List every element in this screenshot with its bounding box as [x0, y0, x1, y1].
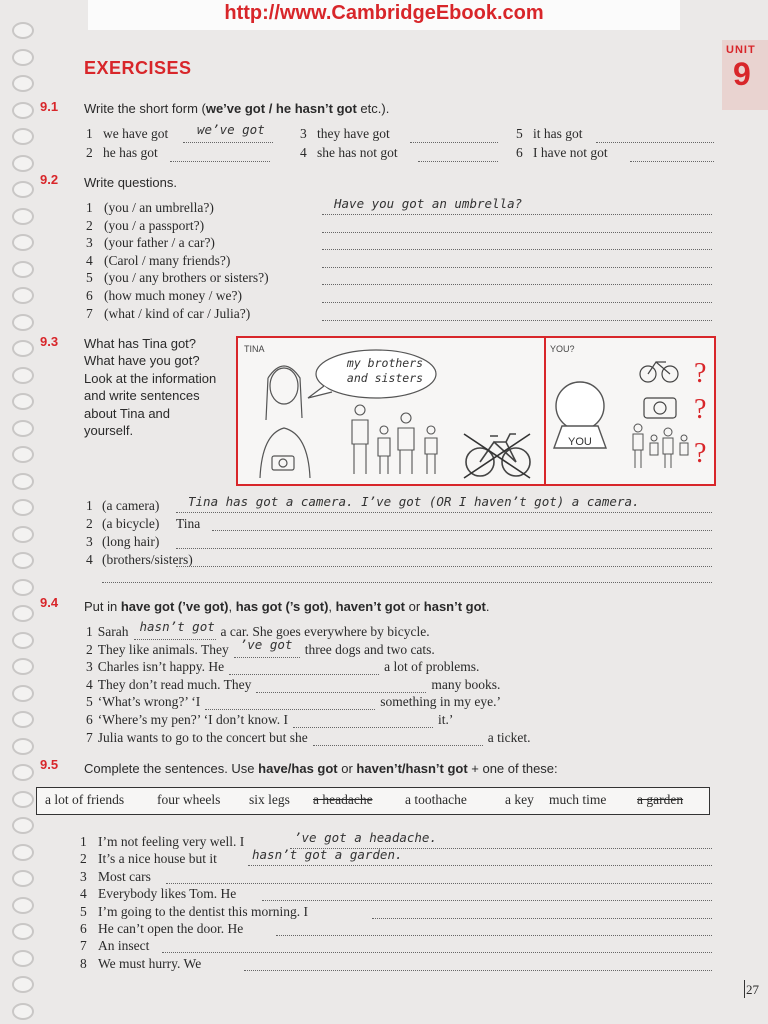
answer-line[interactable] [276, 935, 712, 936]
item-number: 2 [86, 217, 93, 233]
binding-ring [12, 499, 34, 516]
answer-line[interactable] [176, 566, 712, 567]
instruction-line: What have you got? [84, 353, 200, 369]
answer-line[interactable] [244, 970, 712, 971]
item-text: I’m not feeling very well. I [98, 834, 245, 849]
sentence-end: a lot of problems. [384, 659, 480, 675]
item-number: 4 [86, 676, 93, 692]
answer-line[interactable] [212, 530, 712, 531]
binding-ring [12, 208, 34, 225]
item-text: (brothers/sisters) [102, 552, 193, 567]
answer-line[interactable] [596, 142, 714, 143]
item-number: 6 [86, 288, 93, 303]
binding-ring [12, 155, 34, 172]
page-number: 27 [746, 982, 759, 997]
answer-line[interactable] [102, 582, 712, 583]
item-text: it has got [533, 126, 583, 141]
answer-line[interactable] [262, 900, 712, 901]
sentence-row [86, 712, 453, 728]
item-text: we have got [103, 126, 169, 141]
answer-line[interactable] [372, 918, 712, 919]
sentence-end: something in my eye.’ [380, 694, 501, 710]
item-text: It’s a nice house but it [98, 851, 217, 867]
binding-ring [12, 314, 34, 331]
answer-blank[interactable] [134, 619, 216, 640]
word-option: a toothache [405, 792, 467, 807]
binding-ring [12, 75, 34, 92]
binding-ring [12, 844, 34, 861]
binding-ring [12, 49, 34, 66]
instruction-bold: have got (’ve got) [120, 599, 229, 614]
binding-ring [12, 923, 34, 940]
item-text: Everybody likes Tom. He [98, 886, 237, 902]
item-number: 6 [80, 921, 87, 936]
binding-ring [12, 22, 34, 39]
instruction-bold: haven’t got [335, 599, 405, 614]
item-text: (your father / a car?) [104, 235, 215, 251]
word-option: a lot of friends [45, 792, 125, 807]
item-text: they have got [317, 126, 390, 141]
binding-ring [12, 685, 34, 702]
instruction-text: , [328, 599, 336, 614]
spiral-binding [6, 0, 32, 1024]
answer-line[interactable] [166, 883, 712, 884]
exercise-number: 9.4 [40, 595, 59, 610]
binding-ring [12, 181, 34, 198]
item-number: 3 [86, 534, 93, 549]
answer-blank[interactable] [293, 713, 433, 728]
prefill-text: Tina [176, 516, 201, 531]
binding-ring [12, 552, 34, 569]
binding-ring [12, 367, 34, 384]
item-number: 7 [80, 938, 87, 954]
sentence-start: Julia wants to go to the concert but she [97, 729, 308, 745]
item-text: (you / an umbrella?) [104, 200, 214, 215]
binding-ring [12, 287, 34, 304]
handwritten-answer: hasn’t got a garden. [252, 847, 403, 863]
binding-ring [12, 234, 34, 251]
item-text: she has not got [317, 145, 398, 160]
answer-line[interactable] [322, 267, 712, 268]
binding-ring [12, 897, 34, 914]
binding-ring [12, 870, 34, 887]
item-number: 7 [86, 729, 93, 745]
answer-blank[interactable] [234, 636, 300, 658]
item-text: (a camera) [102, 498, 160, 513]
instruction-text: or [404, 599, 424, 614]
exercise-number: 9.1 [40, 99, 59, 114]
question-mark: ? [694, 358, 707, 389]
instruction-text: , [228, 599, 236, 614]
picture-illustration [238, 338, 714, 484]
binding-ring [12, 579, 34, 596]
word-box [36, 787, 710, 815]
item-number: 1 [86, 498, 93, 513]
binding-ring [12, 261, 34, 278]
binding-ring [12, 738, 34, 755]
item-number: 2 [86, 641, 93, 657]
word-option: a headache [313, 792, 373, 807]
item-text: I have not got [533, 145, 608, 160]
bubble-line: my brothers [346, 356, 424, 370]
instruction-line: Look at the information [84, 370, 217, 386]
answer-line[interactable] [170, 161, 270, 162]
instruction-text: . [485, 599, 490, 614]
you-circle-text: YOU [568, 436, 592, 448]
binding-ring [12, 711, 34, 728]
binding-ring [12, 817, 34, 834]
instruction-text: + one of these: [467, 761, 558, 776]
binding-ring [12, 632, 34, 649]
item-text: (Carol / many friends?) [104, 252, 231, 268]
sentence-end: a car. She goes everywhere by bicycle. [220, 624, 430, 639]
answer-line[interactable] [418, 161, 498, 162]
item-number: 1 [86, 126, 93, 141]
item-text: We must hurry. We [98, 955, 202, 971]
item-text: (how much money / we?) [104, 288, 242, 303]
answer-blank[interactable] [313, 731, 483, 746]
item-number: 2 [86, 145, 93, 160]
handwritten-answer: ’ve got [239, 636, 293, 652]
instruction-text: Complete the sentences. Use [84, 761, 259, 776]
word-option: a garden [637, 792, 684, 807]
word-option: six legs [249, 792, 290, 807]
answer-line[interactable] [322, 284, 712, 285]
answer-blank[interactable] [229, 660, 379, 675]
item-number: 8 [80, 955, 87, 971]
speech-bubble-text [340, 356, 430, 386]
item-text: (long hair) [102, 534, 160, 549]
handwritten-answer: Have you got an umbrella? [334, 196, 523, 211]
item-number: 5 [516, 126, 523, 141]
item-text: (what / kind of car / Julia?) [104, 305, 251, 321]
bubble-line: and sisters [346, 371, 424, 385]
sentence-row [86, 677, 500, 693]
tina-figure-icon [260, 366, 310, 478]
answer-line[interactable] [322, 249, 712, 250]
page-title: EXERCISES [84, 58, 192, 78]
answer-line[interactable] [322, 214, 712, 215]
handwritten-answer: we’ve got [197, 122, 265, 137]
instruction-line: and write sentences [84, 388, 200, 404]
sentence-start: They don’t read much. They [97, 676, 252, 692]
instruction-bold: hasn’t got [423, 599, 486, 614]
word-option: a key [505, 792, 534, 807]
item-number: 1 [80, 834, 87, 849]
small-camera-icon [644, 398, 676, 418]
sentence-start: ‘What’s wrong?’ ‘I [97, 694, 201, 710]
item-text: (you / a passport?) [104, 217, 205, 233]
item-text: Most cars [98, 868, 151, 884]
you-label: YOU? [550, 344, 575, 354]
answer-line[interactable] [183, 142, 273, 143]
instruction-text: Put in [84, 599, 121, 614]
item-text: he has got [103, 145, 158, 160]
sentence-row [86, 636, 435, 658]
binding-ring [12, 658, 34, 675]
small-bicycle-icon [640, 362, 678, 382]
answer-line[interactable] [176, 512, 712, 513]
instruction-text: Write the short form ( [84, 101, 206, 116]
item-number: 3 [80, 868, 87, 884]
exercise-instruction: Write questions. [84, 175, 177, 190]
item-number: 7 [86, 305, 93, 321]
item-number: 4 [300, 145, 307, 160]
handwritten-answer: ’ve got a headache. [294, 830, 437, 845]
item-number: 6 [516, 145, 523, 160]
binding-ring [12, 446, 34, 463]
binding-ring [12, 526, 34, 543]
tina-label: TINA [244, 344, 265, 354]
word-option: four wheels [157, 792, 221, 807]
sentence-start: Sarah [97, 624, 129, 639]
item-number: 5 [86, 270, 93, 286]
item-number: 3 [300, 126, 307, 141]
item-number: 1 [86, 624, 93, 639]
item-number: 4 [86, 252, 93, 268]
answer-line[interactable] [248, 865, 712, 866]
binding-ring [12, 128, 34, 145]
item-text: He can’t open the door. He [98, 921, 244, 936]
exercise-number: 9.5 [40, 757, 59, 772]
sentence-start: ‘Where’s my pen?’ ‘I don’t know. I [97, 712, 288, 727]
instruction-bold: have/has got [258, 761, 338, 776]
exercise-number: 9.2 [40, 172, 59, 187]
item-text: (a bicycle) [102, 516, 160, 531]
answer-line[interactable] [176, 548, 712, 549]
binding-ring [12, 791, 34, 808]
handwritten-answer: Tina has got a camera. I’ve got (OR I haven’t got) a camera. [188, 494, 640, 509]
answer-line[interactable] [410, 142, 498, 143]
handwritten-answer: hasn’t got [139, 619, 215, 634]
item-number: 5 [80, 903, 87, 919]
sentence-start: They like animals. They [97, 641, 229, 657]
binding-ring [12, 102, 34, 119]
item-number: 5 [86, 694, 93, 710]
answer-line[interactable] [322, 320, 712, 321]
item-number: 2 [80, 851, 87, 867]
binding-ring [12, 950, 34, 967]
unit-number: 9 [733, 56, 751, 92]
answer-blank[interactable] [205, 695, 375, 710]
item-number: 4 [80, 886, 87, 902]
picture-box [236, 336, 716, 486]
exercise-instruction [84, 599, 490, 614]
item-number: 2 [86, 516, 93, 531]
binding-ring [12, 764, 34, 781]
instruction-line: What has Tina got? [84, 336, 197, 351]
instruction-bold: has got (’s got) [235, 599, 329, 614]
exercise-instruction [84, 761, 558, 776]
instruction-bold: we’ve got / he hasn’t got [205, 101, 357, 116]
source-url[interactable]: http://www.CambridgeEbook.com [224, 2, 544, 24]
instruction-line: about Tina and [84, 405, 171, 421]
answer-blank[interactable] [256, 678, 426, 693]
instruction-text: etc.). [356, 101, 390, 116]
binding-ring [12, 605, 34, 622]
unit-label: UNIT [726, 44, 756, 56]
binding-ring [12, 340, 34, 357]
sentence-end: many books. [431, 676, 501, 692]
question-mark: ? [694, 438, 707, 469]
answer-line[interactable] [322, 302, 712, 303]
item-number: 6 [86, 712, 93, 727]
question-mark: ? [694, 394, 707, 425]
answer-line[interactable] [322, 232, 712, 233]
answer-line[interactable] [162, 952, 712, 953]
exercise-instruction [84, 101, 389, 116]
item-number: 3 [86, 235, 93, 251]
sentence-row [86, 730, 530, 746]
item-number: 1 [86, 200, 93, 215]
sentence-end: a ticket. [487, 729, 531, 745]
sentence-end: it.’ [437, 712, 454, 727]
small-family-icon [633, 424, 688, 468]
binding-ring [12, 976, 34, 993]
family-figures-icon [352, 405, 437, 474]
item-text: An insect [98, 938, 150, 954]
exercise-number: 9.3 [40, 334, 59, 349]
word-option: much time [549, 792, 607, 807]
instruction-line: yourself. [84, 423, 134, 438]
sentence-end: three dogs and two cats. [304, 641, 435, 657]
page-number-mark [744, 980, 745, 998]
binding-ring [12, 1003, 34, 1020]
item-text: (you / any brothers or sisters?) [104, 270, 269, 286]
answer-line[interactable] [630, 161, 714, 162]
item-text: I’m going to the dentist this morning. I [98, 903, 308, 919]
question-marks [694, 358, 706, 469]
sentence-start: Charles isn’t happy. He [97, 659, 225, 675]
sentence-row [86, 659, 479, 675]
sentence-row [86, 694, 501, 710]
instruction-bold: haven’t/hasn’t got [356, 761, 468, 776]
instruction-text: or [337, 761, 357, 776]
binding-ring [12, 420, 34, 437]
strike-cross-icon [464, 434, 530, 478]
item-number: 4 [86, 552, 93, 567]
item-number: 3 [86, 659, 93, 675]
binding-ring [12, 473, 34, 490]
binding-ring [12, 393, 34, 410]
